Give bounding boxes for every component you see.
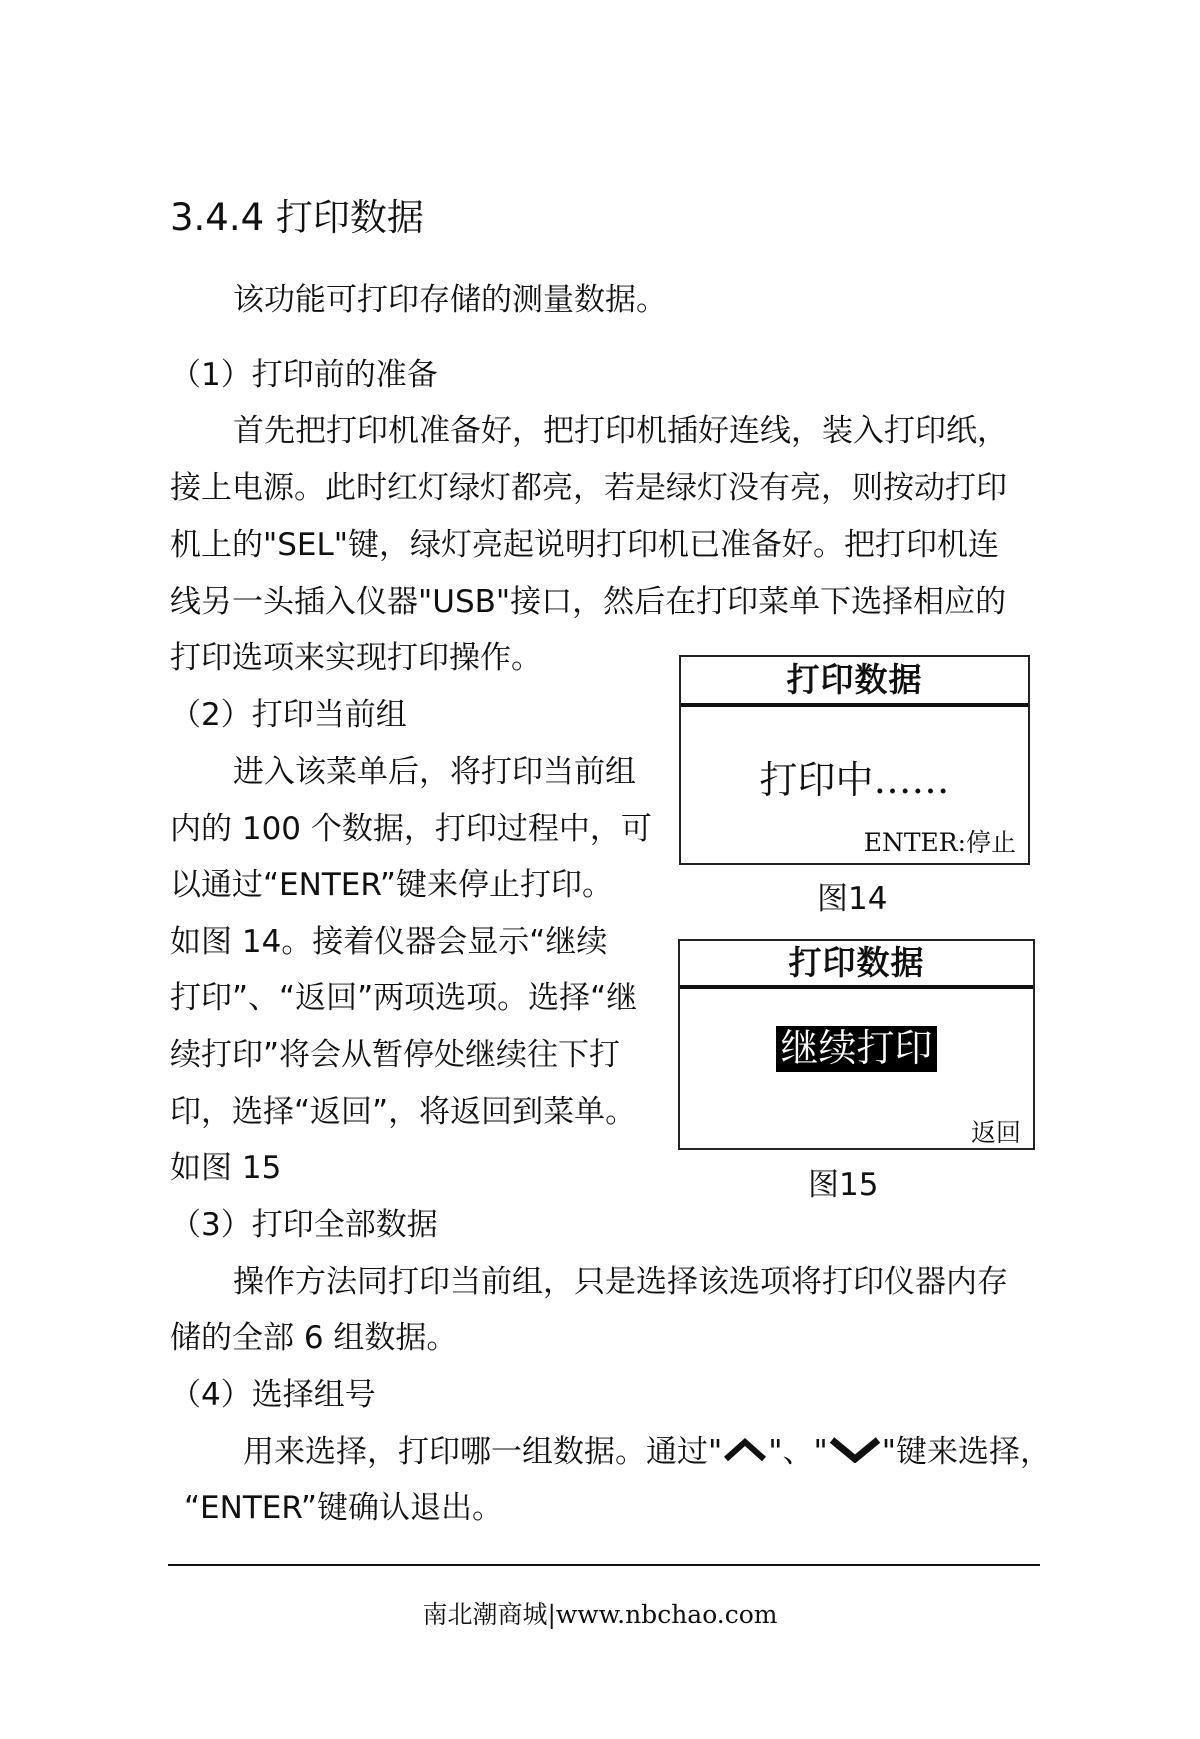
part1-line-2: 接上电源。此时红灯绿灯都亮，若是绿灯没有亮，则按动打印 <box>170 470 1007 506</box>
part3-title: （3）打印全部数据 <box>170 1207 438 1243</box>
footer-text: 南北潮商城|www.nbchao.com <box>422 1600 778 1629</box>
part2-line-1: 进入该菜单后，将打印当前组 <box>233 754 636 790</box>
part2-title: （2）打印当前组 <box>170 697 407 733</box>
part2-line-2: 内的 100 个数据，打印过程中，可 <box>170 811 652 847</box>
part2-line-6: 续打印”将会从暂停处继续往下打 <box>170 1037 621 1073</box>
part4-line-2: “ENTER”键确认退出。 <box>184 1490 503 1526</box>
part1-line-1: 首先把打印机准备好，把打印机插好连线，装入打印纸， <box>233 413 1008 449</box>
figure15-selected-option: 继续打印 <box>776 1026 936 1072</box>
figure14-title: 打印数据 <box>681 657 1028 707</box>
figure14-message: 打印中…… <box>759 758 950 802</box>
part3-line-2: 储的全部 6 组数据。 <box>170 1320 458 1356</box>
figure14-caption: 图14 <box>817 881 888 917</box>
figure14-screen <box>679 655 1030 865</box>
footer-divider <box>168 1564 1040 1566</box>
part1-line-3: 机上的"SEL"键，绿灯亮起说明打印机已准备好。把打印机连 <box>170 527 1000 563</box>
part3-line-1: 操作方法同打印当前组，只是选择该选项将打印仪器内存 <box>233 1264 1008 1300</box>
part1-line-4: 线另一头插入仪器"USB"接口，然后在打印菜单下选择相应的 <box>170 584 1007 620</box>
part4-line1-a: 用来选择，打印哪一组数据。通过" <box>243 1434 723 1470</box>
section-heading: 3.4.4 打印数据 <box>170 196 424 239</box>
part2-line-8: 如图 15 <box>170 1150 282 1186</box>
part2-line-7: 印，选择“返回”，将返回到菜单。 <box>170 1094 637 1130</box>
part4-title: （4）选择组号 <box>170 1377 376 1413</box>
up-arrow-icon <box>722 1435 768 1472</box>
figure14-hint: ENTER:停止 <box>863 828 1016 857</box>
figure15-screen <box>678 939 1035 1150</box>
part1-line-5: 打印选项来实现打印操作。 <box>170 640 542 676</box>
section-intro: 该功能可打印存储的测量数据。 <box>233 282 667 318</box>
part1-title: （1）打印前的准备 <box>170 357 438 393</box>
part4-line1-c: "键来选择， <box>881 1434 1052 1470</box>
part2-line-4: 如图 14。接着仪器会显示“继续 <box>170 924 608 960</box>
down-arrow-icon <box>828 1435 882 1472</box>
part2-line-5: 打印”、“返回”两项选项。选择“继 <box>170 980 638 1016</box>
part2-line-3: 以通过“ENTER”键来停止打印。 <box>170 867 613 903</box>
part4-line-1 <box>243 1434 1051 1472</box>
figure15-hint: 返回 <box>970 1118 1021 1147</box>
part4-line1-b: "、" <box>768 1434 828 1470</box>
figure15-title: 打印数据 <box>680 941 1033 989</box>
figure15-caption: 图15 <box>808 1167 879 1203</box>
